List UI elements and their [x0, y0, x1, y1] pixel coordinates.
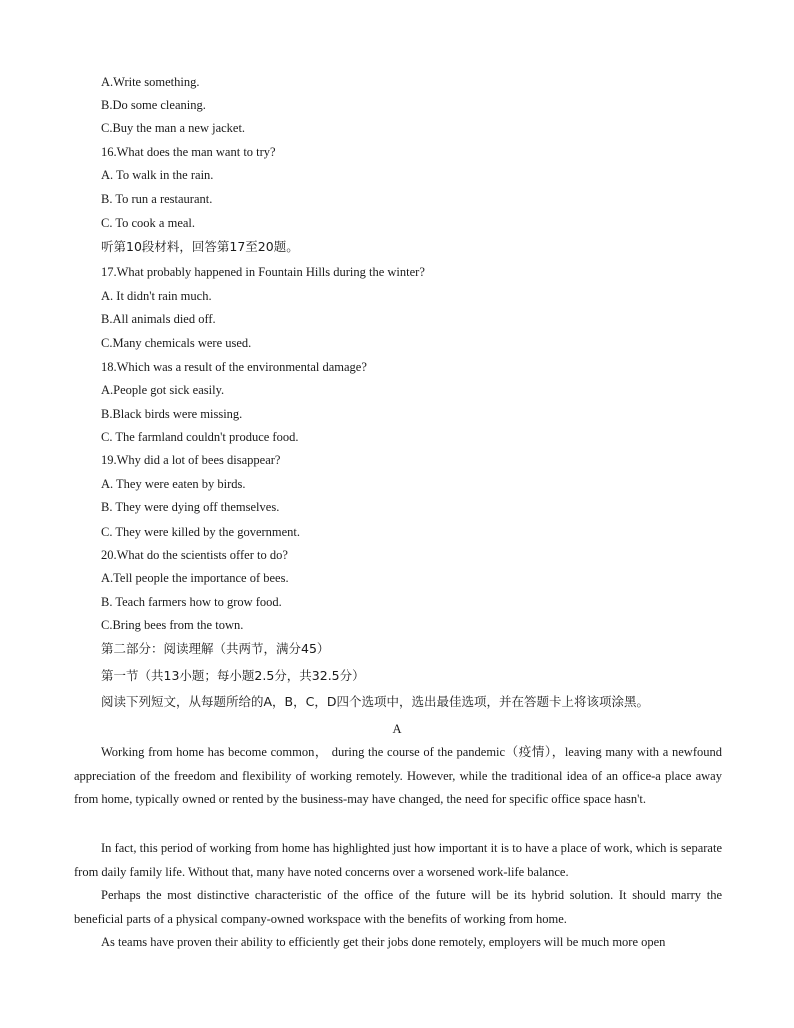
q19-question: 19.Why did a lot of bees disappear? [101, 453, 281, 467]
q15-option-a: A.Write something. [101, 75, 200, 89]
q17-option-a: A. It didn't rain much. [101, 289, 212, 303]
q15-option-c: C.Buy the man a new jacket. [101, 121, 246, 135]
q20-option-b: B. Teach farmers how to grow food. [101, 595, 282, 609]
q16-option-c: C. To cook a meal. [101, 216, 196, 230]
q18-option-c: C. The farmland couldn't produce food. [101, 430, 299, 444]
passage-paragraph-4: As teams have proven their ability to efficiently get their jobs done remotely, employers will be much more open [101, 935, 666, 949]
q17-question: 17.What probably happened in Fountain Hills during the winter? [101, 265, 425, 279]
part-two-title: 第二部分：阅读理解（共两节，满分45） [101, 641, 330, 656]
passage-paragraph-2: In fact, this period of working from home has highlighted just how important it is to have a place of work, which is separate from daily family life. Without that, many have noted concerns over a worsened work-life balance. [74, 841, 722, 879]
q17-option-c: C.Many chemicals were used. [101, 336, 252, 350]
q20-question: 20.What do the scientists offer to do? [101, 548, 288, 562]
q15-option-b: B.Do some cleaning. [101, 98, 206, 112]
q17-option-b: B.All animals died off. [101, 312, 216, 326]
q16-option-a: A. To walk in the rain. [101, 168, 214, 182]
q18-question: 18.Which was a result of the environmental damage? [101, 360, 367, 374]
q19-option-a: A. They were eaten by birds. [101, 477, 246, 491]
q19-option-c: C. They were killed by the government. [101, 525, 301, 539]
section-one-title: 第一节（共13小题；每小题2.5分，共32.5分） [101, 668, 365, 683]
q20-option-c: C.Bring bees from the town. [101, 618, 244, 632]
q18-option-a: A.People got sick easily. [101, 383, 225, 397]
section10-instruction: 听第10段材料，回答第17至20题。 [101, 239, 299, 254]
q20-option-a: A.Tell people the importance of bees. [101, 571, 289, 585]
passage-paragraph-1: Working from home has become common， during the course of the pandemic（疫情），leaving many with a newfound appreciation of the freedom and flexibility of working remotely. However, while the traditional idea of an office-a place away from home, typically owned or rented by the business-may have changed, the need for specific office space hasn't. [74, 745, 722, 806]
q19-option-b: B. They were dying off themselves. [101, 500, 280, 514]
passage-label: A [392, 722, 402, 736]
reading-instruction: 阅读下列短文，从每题所给的A，B，C，D四个选项中，选出最佳选项，并在答题卡上将该项涂黑。 [101, 694, 649, 709]
passage-paragraph-3: Perhaps the most distinctive characteristic of the office of the future will be its hybrid solution. It should marry the beneficial parts of a physical company-owned workspace with the benefits of working from home. [74, 888, 722, 926]
q16-option-b: B. To run a restaurant. [101, 192, 213, 206]
q16-question: 16.What does the man want to try? [101, 145, 276, 159]
q18-option-b: B.Black birds were missing. [101, 407, 243, 421]
